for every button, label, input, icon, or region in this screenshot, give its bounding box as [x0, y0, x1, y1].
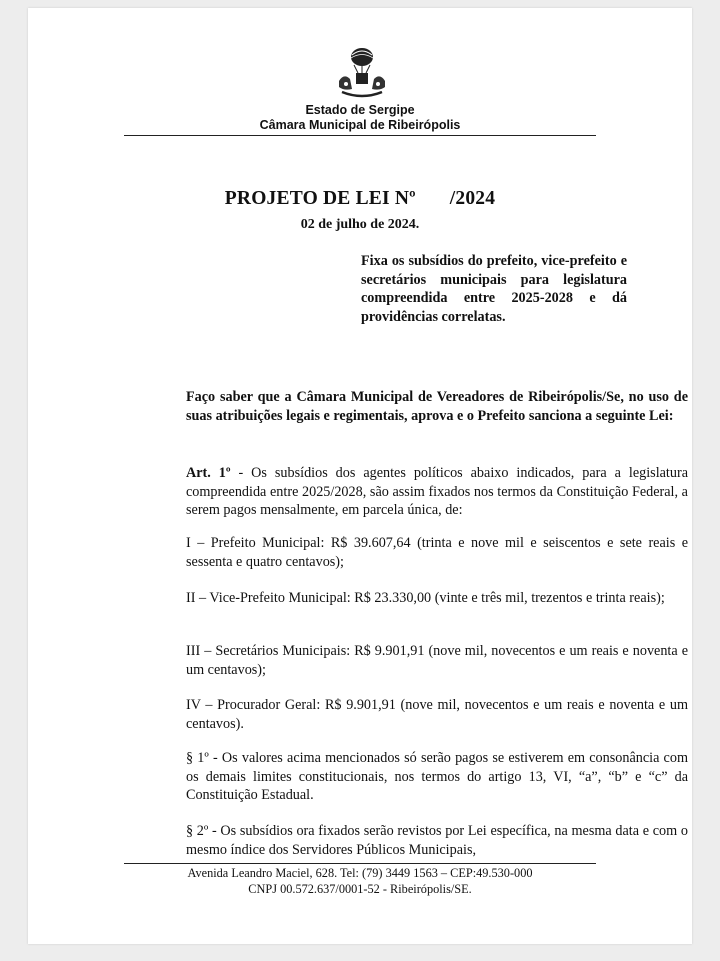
preamble: Faço saber que a Câmara Municipal de Vereadores de Ribeirópolis/Se, no uso de suas atribuições legais e regimentais, aprova e o Prefeito sanciona a seguinte Lei:: [186, 389, 688, 424]
paragraph-2: § 2º - Os subsídios ora fixados serão revistos por Lei específica, na mesma data e com o mesmo índice dos Servidores Públicos Municipais,: [186, 823, 688, 858]
header-chamber: Câmara Municipal de Ribeirópolis: [259, 118, 461, 132]
bill-number: /2024: [449, 188, 496, 209]
header-state: Estado de Sergipe: [305, 103, 415, 117]
item-2: II – Vice-Prefeito Municipal: R$ 23.330,00 (vinte e três mil, trezentos e trinta reais);: [186, 590, 665, 606]
item-3: III – Secretários Municipais: R$ 9.901,91 (nove mil, novecentos e um reais e noventa e um centavos);: [186, 643, 688, 678]
bill-date: 02 de julho de 2024.: [300, 217, 420, 232]
bill-summary: Fixa os subsídios do prefeito, vice-prefeito e secretários municipais para legislatura compreendida entre 2025-2028 e dá providências correlatas.: [361, 253, 627, 325]
footer-cnpj: CNPJ 00.572.637/0001-52 - Ribeirópolis/SE.: [248, 882, 472, 896]
article-1-text: - Os subsídios dos agentes políticos abaixo indicados, para a legislatura compreendida entre 2025/2028, são assim fixados nos termos da Constituição Federal, a serem pagos mensalmente, em parcela única, de:: [186, 465, 688, 518]
document-page: [28, 8, 692, 944]
bill-title: [28, 188, 692, 210]
paragraph-1: § 1º - Os valores acima mencionados só serão pagos se estiverem em consonância com os demais limites constitucionais, nos termos do artigo 13, VI, “a”, “b” e “c” da Constituição Estadual.: [186, 750, 688, 803]
footer-address: Avenida Leandro Maciel, 628. Tel: (79) 3449 1563 – CEP:49.530-000: [187, 866, 533, 880]
bill-title-label: PROJETO DE LEI Nº: [224, 188, 416, 209]
article-1: [122, 464, 688, 520]
article-1-label: Art. 1º: [186, 465, 231, 481]
header-divider: [124, 135, 596, 136]
item-1: I – Prefeito Municipal: R$ 39.607,64 (trinta e nove mil e seiscentos e sete reais e sessenta e quatro centavos);: [186, 535, 688, 570]
item-4: IV – Procurador Geral: R$ 9.901,91 (nove mil, novecentos e um reais e noventa e um centavos).: [186, 697, 688, 732]
footer-divider: [124, 863, 596, 864]
coat-of-arms-icon: [334, 43, 390, 101]
